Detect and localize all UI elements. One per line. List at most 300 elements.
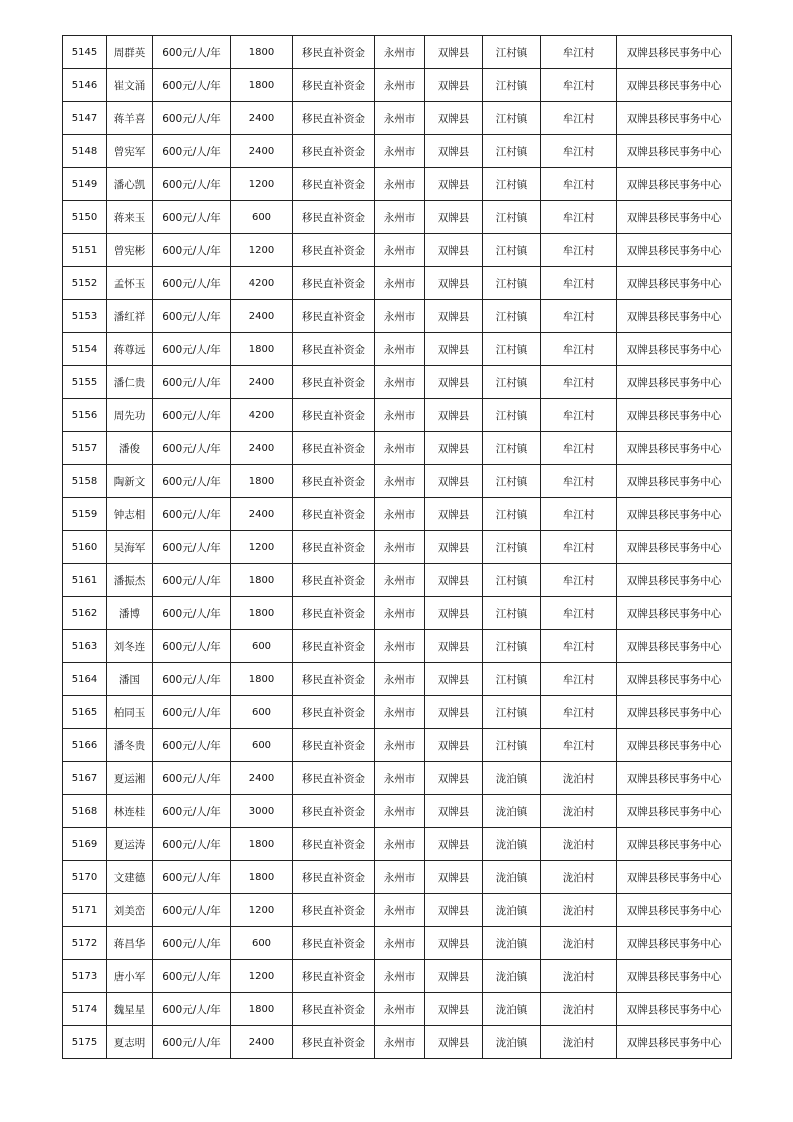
town-cell: 江村镇 bbox=[483, 432, 541, 465]
id-cell: 5147 bbox=[63, 102, 107, 135]
county-cell: 双牌县 bbox=[425, 69, 483, 102]
standard-cell: 600元/人/年 bbox=[153, 696, 231, 729]
standard-cell: 600元/人/年 bbox=[153, 300, 231, 333]
standard-cell: 600元/人/年 bbox=[153, 234, 231, 267]
table-row bbox=[63, 630, 732, 663]
county-cell: 双牌县 bbox=[425, 135, 483, 168]
amount-cell: 2400 bbox=[231, 1026, 293, 1059]
agency-cell: 双牌县移民事务中心 bbox=[617, 102, 732, 135]
standard-cell: 600元/人/年 bbox=[153, 795, 231, 828]
town-cell: 江村镇 bbox=[483, 465, 541, 498]
name-cell: 柏同玉 bbox=[107, 696, 153, 729]
city-cell: 永州市 bbox=[375, 432, 425, 465]
name-cell: 潘俊 bbox=[107, 432, 153, 465]
amount-cell: 2400 bbox=[231, 366, 293, 399]
table-row bbox=[63, 894, 732, 927]
fund-type-cell: 移民直补资金 bbox=[293, 69, 375, 102]
table-body bbox=[63, 36, 732, 1059]
village-cell: 牟江村 bbox=[541, 135, 617, 168]
standard-cell: 600元/人/年 bbox=[153, 333, 231, 366]
agency-cell: 双牌县移民事务中心 bbox=[617, 927, 732, 960]
agency-cell: 双牌县移民事务中心 bbox=[617, 993, 732, 1026]
standard-cell: 600元/人/年 bbox=[153, 399, 231, 432]
id-cell: 5167 bbox=[63, 762, 107, 795]
name-cell: 唐小军 bbox=[107, 960, 153, 993]
amount-cell: 2400 bbox=[231, 135, 293, 168]
name-cell: 曾宪军 bbox=[107, 135, 153, 168]
county-cell: 双牌县 bbox=[425, 168, 483, 201]
fund-type-cell: 移民直补资金 bbox=[293, 102, 375, 135]
town-cell: 江村镇 bbox=[483, 663, 541, 696]
table-row bbox=[63, 927, 732, 960]
agency-cell: 双牌县移民事务中心 bbox=[617, 69, 732, 102]
village-cell: 牟江村 bbox=[541, 399, 617, 432]
town-cell: 江村镇 bbox=[483, 201, 541, 234]
table-row bbox=[63, 201, 732, 234]
table-row bbox=[63, 69, 732, 102]
name-cell: 蒋来玉 bbox=[107, 201, 153, 234]
town-cell: 江村镇 bbox=[483, 168, 541, 201]
village-cell: 牟江村 bbox=[541, 333, 617, 366]
agency-cell: 双牌县移民事务中心 bbox=[617, 36, 732, 69]
table-row bbox=[63, 828, 732, 861]
amount-cell: 1800 bbox=[231, 333, 293, 366]
city-cell: 永州市 bbox=[375, 762, 425, 795]
town-cell: 江村镇 bbox=[483, 69, 541, 102]
name-cell: 潘红祥 bbox=[107, 300, 153, 333]
name-cell: 文建德 bbox=[107, 861, 153, 894]
fund-type-cell: 移民直补资金 bbox=[293, 762, 375, 795]
city-cell: 永州市 bbox=[375, 36, 425, 69]
city-cell: 永州市 bbox=[375, 168, 425, 201]
amount-cell: 1200 bbox=[231, 960, 293, 993]
name-cell: 陶新文 bbox=[107, 465, 153, 498]
agency-cell: 双牌县移民事务中心 bbox=[617, 267, 732, 300]
table-row bbox=[63, 597, 732, 630]
village-cell: 牟江村 bbox=[541, 432, 617, 465]
town-cell: 江村镇 bbox=[483, 36, 541, 69]
table-row bbox=[63, 564, 732, 597]
agency-cell: 双牌县移民事务中心 bbox=[617, 894, 732, 927]
agency-cell: 双牌县移民事务中心 bbox=[617, 960, 732, 993]
county-cell: 双牌县 bbox=[425, 795, 483, 828]
amount-cell: 1800 bbox=[231, 597, 293, 630]
standard-cell: 600元/人/年 bbox=[153, 201, 231, 234]
county-cell: 双牌县 bbox=[425, 927, 483, 960]
table-row bbox=[63, 102, 732, 135]
standard-cell: 600元/人/年 bbox=[153, 498, 231, 531]
amount-cell: 1800 bbox=[231, 828, 293, 861]
city-cell: 永州市 bbox=[375, 927, 425, 960]
id-cell: 5156 bbox=[63, 399, 107, 432]
name-cell: 蒋昌华 bbox=[107, 927, 153, 960]
name-cell: 蒋尊远 bbox=[107, 333, 153, 366]
village-cell: 泷泊村 bbox=[541, 1026, 617, 1059]
county-cell: 双牌县 bbox=[425, 960, 483, 993]
agency-cell: 双牌县移民事务中心 bbox=[617, 168, 732, 201]
standard-cell: 600元/人/年 bbox=[153, 861, 231, 894]
village-cell: 牟江村 bbox=[541, 366, 617, 399]
table-row bbox=[63, 960, 732, 993]
id-cell: 5169 bbox=[63, 828, 107, 861]
fund-type-cell: 移民直补资金 bbox=[293, 465, 375, 498]
fund-type-cell: 移民直补资金 bbox=[293, 201, 375, 234]
id-cell: 5152 bbox=[63, 267, 107, 300]
agency-cell: 双牌县移民事务中心 bbox=[617, 366, 732, 399]
fund-type-cell: 移民直补资金 bbox=[293, 531, 375, 564]
city-cell: 永州市 bbox=[375, 300, 425, 333]
amount-cell: 2400 bbox=[231, 762, 293, 795]
standard-cell: 600元/人/年 bbox=[153, 1026, 231, 1059]
county-cell: 双牌县 bbox=[425, 102, 483, 135]
agency-cell: 双牌县移民事务中心 bbox=[617, 465, 732, 498]
id-cell: 5158 bbox=[63, 465, 107, 498]
amount-cell: 600 bbox=[231, 927, 293, 960]
town-cell: 泷泊镇 bbox=[483, 861, 541, 894]
town-cell: 泷泊镇 bbox=[483, 993, 541, 1026]
village-cell: 牟江村 bbox=[541, 498, 617, 531]
agency-cell: 双牌县移民事务中心 bbox=[617, 234, 732, 267]
county-cell: 双牌县 bbox=[425, 333, 483, 366]
agency-cell: 双牌县移民事务中心 bbox=[617, 300, 732, 333]
amount-cell: 600 bbox=[231, 729, 293, 762]
fund-type-cell: 移民直补资金 bbox=[293, 432, 375, 465]
village-cell: 牟江村 bbox=[541, 168, 617, 201]
name-cell: 周先功 bbox=[107, 399, 153, 432]
id-cell: 5173 bbox=[63, 960, 107, 993]
name-cell: 周群英 bbox=[107, 36, 153, 69]
village-cell: 泷泊村 bbox=[541, 993, 617, 1026]
standard-cell: 600元/人/年 bbox=[153, 762, 231, 795]
town-cell: 江村镇 bbox=[483, 135, 541, 168]
agency-cell: 双牌县移民事务中心 bbox=[617, 729, 732, 762]
village-cell: 牟江村 bbox=[541, 564, 617, 597]
town-cell: 泷泊镇 bbox=[483, 894, 541, 927]
county-cell: 双牌县 bbox=[425, 564, 483, 597]
city-cell: 永州市 bbox=[375, 102, 425, 135]
table-row bbox=[63, 795, 732, 828]
standard-cell: 600元/人/年 bbox=[153, 69, 231, 102]
city-cell: 永州市 bbox=[375, 597, 425, 630]
id-cell: 5157 bbox=[63, 432, 107, 465]
city-cell: 永州市 bbox=[375, 465, 425, 498]
fund-type-cell: 移民直补资金 bbox=[293, 993, 375, 1026]
fund-type-cell: 移民直补资金 bbox=[293, 795, 375, 828]
amount-cell: 4200 bbox=[231, 399, 293, 432]
town-cell: 泷泊镇 bbox=[483, 1026, 541, 1059]
amount-cell: 1800 bbox=[231, 663, 293, 696]
county-cell: 双牌县 bbox=[425, 597, 483, 630]
city-cell: 永州市 bbox=[375, 366, 425, 399]
town-cell: 江村镇 bbox=[483, 696, 541, 729]
table-row bbox=[63, 729, 732, 762]
village-cell: 牟江村 bbox=[541, 663, 617, 696]
table-row bbox=[63, 762, 732, 795]
town-cell: 泷泊镇 bbox=[483, 795, 541, 828]
city-cell: 永州市 bbox=[375, 1026, 425, 1059]
standard-cell: 600元/人/年 bbox=[153, 894, 231, 927]
name-cell: 夏运湘 bbox=[107, 762, 153, 795]
standard-cell: 600元/人/年 bbox=[153, 960, 231, 993]
id-cell: 5163 bbox=[63, 630, 107, 663]
town-cell: 江村镇 bbox=[483, 267, 541, 300]
village-cell: 泷泊村 bbox=[541, 894, 617, 927]
table-row bbox=[63, 498, 732, 531]
fund-type-cell: 移民直补资金 bbox=[293, 135, 375, 168]
city-cell: 永州市 bbox=[375, 960, 425, 993]
county-cell: 双牌县 bbox=[425, 729, 483, 762]
name-cell: 潘心凯 bbox=[107, 168, 153, 201]
name-cell: 刘美峦 bbox=[107, 894, 153, 927]
fund-type-cell: 移民直补资金 bbox=[293, 729, 375, 762]
id-cell: 5151 bbox=[63, 234, 107, 267]
county-cell: 双牌县 bbox=[425, 894, 483, 927]
id-cell: 5146 bbox=[63, 69, 107, 102]
id-cell: 5149 bbox=[63, 168, 107, 201]
id-cell: 5148 bbox=[63, 135, 107, 168]
name-cell: 崔文涌 bbox=[107, 69, 153, 102]
amount-cell: 1800 bbox=[231, 36, 293, 69]
name-cell: 蒋羊喜 bbox=[107, 102, 153, 135]
city-cell: 永州市 bbox=[375, 234, 425, 267]
name-cell: 刘冬连 bbox=[107, 630, 153, 663]
city-cell: 永州市 bbox=[375, 498, 425, 531]
city-cell: 永州市 bbox=[375, 201, 425, 234]
table-row bbox=[63, 465, 732, 498]
name-cell: 潘仁贵 bbox=[107, 366, 153, 399]
village-cell: 牟江村 bbox=[541, 234, 617, 267]
county-cell: 双牌县 bbox=[425, 663, 483, 696]
id-cell: 5174 bbox=[63, 993, 107, 1026]
standard-cell: 600元/人/年 bbox=[153, 135, 231, 168]
standard-cell: 600元/人/年 bbox=[153, 465, 231, 498]
city-cell: 永州市 bbox=[375, 135, 425, 168]
amount-cell: 600 bbox=[231, 696, 293, 729]
id-cell: 5154 bbox=[63, 333, 107, 366]
village-cell: 泷泊村 bbox=[541, 795, 617, 828]
table-row bbox=[63, 234, 732, 267]
fund-type-cell: 移民直补资金 bbox=[293, 828, 375, 861]
standard-cell: 600元/人/年 bbox=[153, 531, 231, 564]
table-row bbox=[63, 135, 732, 168]
county-cell: 双牌县 bbox=[425, 465, 483, 498]
agency-cell: 双牌县移民事务中心 bbox=[617, 795, 732, 828]
table-row bbox=[63, 993, 732, 1026]
amount-cell: 1800 bbox=[231, 465, 293, 498]
amount-cell: 600 bbox=[231, 630, 293, 663]
fund-type-cell: 移民直补资金 bbox=[293, 498, 375, 531]
id-cell: 5171 bbox=[63, 894, 107, 927]
city-cell: 永州市 bbox=[375, 69, 425, 102]
fund-type-cell: 移民直补资金 bbox=[293, 894, 375, 927]
city-cell: 永州市 bbox=[375, 531, 425, 564]
agency-cell: 双牌县移民事务中心 bbox=[617, 564, 732, 597]
county-cell: 双牌县 bbox=[425, 267, 483, 300]
county-cell: 双牌县 bbox=[425, 828, 483, 861]
standard-cell: 600元/人/年 bbox=[153, 663, 231, 696]
city-cell: 永州市 bbox=[375, 267, 425, 300]
amount-cell: 1800 bbox=[231, 993, 293, 1026]
standard-cell: 600元/人/年 bbox=[153, 597, 231, 630]
town-cell: 江村镇 bbox=[483, 630, 541, 663]
agency-cell: 双牌县移民事务中心 bbox=[617, 597, 732, 630]
id-cell: 5165 bbox=[63, 696, 107, 729]
amount-cell: 600 bbox=[231, 201, 293, 234]
city-cell: 永州市 bbox=[375, 399, 425, 432]
amount-cell: 1200 bbox=[231, 168, 293, 201]
village-cell: 牟江村 bbox=[541, 531, 617, 564]
table-row bbox=[63, 432, 732, 465]
fund-type-cell: 移民直补资金 bbox=[293, 663, 375, 696]
city-cell: 永州市 bbox=[375, 333, 425, 366]
fund-type-cell: 移民直补资金 bbox=[293, 1026, 375, 1059]
agency-cell: 双牌县移民事务中心 bbox=[617, 399, 732, 432]
agency-cell: 双牌县移民事务中心 bbox=[617, 1026, 732, 1059]
name-cell: 曾宪彬 bbox=[107, 234, 153, 267]
amount-cell: 1200 bbox=[231, 894, 293, 927]
table-row bbox=[63, 366, 732, 399]
town-cell: 江村镇 bbox=[483, 597, 541, 630]
fund-type-cell: 移民直补资金 bbox=[293, 927, 375, 960]
amount-cell: 2400 bbox=[231, 300, 293, 333]
fund-type-cell: 移民直补资金 bbox=[293, 36, 375, 69]
name-cell: 潘振杰 bbox=[107, 564, 153, 597]
standard-cell: 600元/人/年 bbox=[153, 828, 231, 861]
fund-type-cell: 移民直补资金 bbox=[293, 300, 375, 333]
town-cell: 江村镇 bbox=[483, 366, 541, 399]
id-cell: 5164 bbox=[63, 663, 107, 696]
id-cell: 5159 bbox=[63, 498, 107, 531]
county-cell: 双牌县 bbox=[425, 399, 483, 432]
town-cell: 江村镇 bbox=[483, 564, 541, 597]
table-row bbox=[63, 168, 732, 201]
id-cell: 5161 bbox=[63, 564, 107, 597]
village-cell: 牟江村 bbox=[541, 267, 617, 300]
city-cell: 永州市 bbox=[375, 861, 425, 894]
standard-cell: 600元/人/年 bbox=[153, 564, 231, 597]
county-cell: 双牌县 bbox=[425, 630, 483, 663]
standard-cell: 600元/人/年 bbox=[153, 630, 231, 663]
name-cell: 钟志相 bbox=[107, 498, 153, 531]
county-cell: 双牌县 bbox=[425, 201, 483, 234]
name-cell: 林连桂 bbox=[107, 795, 153, 828]
agency-cell: 双牌县移民事务中心 bbox=[617, 333, 732, 366]
fund-type-cell: 移民直补资金 bbox=[293, 168, 375, 201]
agency-cell: 双牌县移民事务中心 bbox=[617, 630, 732, 663]
county-cell: 双牌县 bbox=[425, 993, 483, 1026]
town-cell: 江村镇 bbox=[483, 102, 541, 135]
name-cell: 夏志明 bbox=[107, 1026, 153, 1059]
table-row bbox=[63, 399, 732, 432]
county-cell: 双牌县 bbox=[425, 300, 483, 333]
agency-cell: 双牌县移民事务中心 bbox=[617, 828, 732, 861]
name-cell: 潘冬贵 bbox=[107, 729, 153, 762]
agency-cell: 双牌县移民事务中心 bbox=[617, 432, 732, 465]
city-cell: 永州市 bbox=[375, 795, 425, 828]
agency-cell: 双牌县移民事务中心 bbox=[617, 498, 732, 531]
id-cell: 5162 bbox=[63, 597, 107, 630]
id-cell: 5170 bbox=[63, 861, 107, 894]
fund-type-cell: 移民直补资金 bbox=[293, 333, 375, 366]
name-cell: 潘博 bbox=[107, 597, 153, 630]
county-cell: 双牌县 bbox=[425, 696, 483, 729]
village-cell: 泷泊村 bbox=[541, 762, 617, 795]
fund-type-cell: 移民直补资金 bbox=[293, 696, 375, 729]
city-cell: 永州市 bbox=[375, 894, 425, 927]
table-row bbox=[63, 696, 732, 729]
amount-cell: 2400 bbox=[231, 498, 293, 531]
standard-cell: 600元/人/年 bbox=[153, 267, 231, 300]
city-cell: 永州市 bbox=[375, 630, 425, 663]
table-row bbox=[63, 663, 732, 696]
standard-cell: 600元/人/年 bbox=[153, 168, 231, 201]
name-cell: 魏星星 bbox=[107, 993, 153, 1026]
agency-cell: 双牌县移民事务中心 bbox=[617, 762, 732, 795]
id-cell: 5166 bbox=[63, 729, 107, 762]
agency-cell: 双牌县移民事务中心 bbox=[617, 531, 732, 564]
id-cell: 5155 bbox=[63, 366, 107, 399]
city-cell: 永州市 bbox=[375, 729, 425, 762]
name-cell: 夏运涛 bbox=[107, 828, 153, 861]
table-row bbox=[63, 333, 732, 366]
town-cell: 江村镇 bbox=[483, 300, 541, 333]
town-cell: 江村镇 bbox=[483, 729, 541, 762]
village-cell: 牟江村 bbox=[541, 729, 617, 762]
county-cell: 双牌县 bbox=[425, 531, 483, 564]
table-row bbox=[63, 267, 732, 300]
village-cell: 牟江村 bbox=[541, 630, 617, 663]
amount-cell: 1800 bbox=[231, 69, 293, 102]
city-cell: 永州市 bbox=[375, 993, 425, 1026]
town-cell: 江村镇 bbox=[483, 333, 541, 366]
fund-type-cell: 移民直补资金 bbox=[293, 597, 375, 630]
table-row bbox=[63, 1026, 732, 1059]
town-cell: 江村镇 bbox=[483, 399, 541, 432]
amount-cell: 1200 bbox=[231, 531, 293, 564]
village-cell: 牟江村 bbox=[541, 465, 617, 498]
agency-cell: 双牌县移民事务中心 bbox=[617, 696, 732, 729]
name-cell: 潘国 bbox=[107, 663, 153, 696]
fund-type-cell: 移民直补资金 bbox=[293, 564, 375, 597]
town-cell: 江村镇 bbox=[483, 531, 541, 564]
fund-type-cell: 移民直补资金 bbox=[293, 630, 375, 663]
standard-cell: 600元/人/年 bbox=[153, 432, 231, 465]
town-cell: 泷泊镇 bbox=[483, 927, 541, 960]
id-cell: 5160 bbox=[63, 531, 107, 564]
fund-type-cell: 移民直补资金 bbox=[293, 234, 375, 267]
name-cell: 吴海军 bbox=[107, 531, 153, 564]
village-cell: 牟江村 bbox=[541, 201, 617, 234]
county-cell: 双牌县 bbox=[425, 861, 483, 894]
village-cell: 泷泊村 bbox=[541, 960, 617, 993]
table-row bbox=[63, 861, 732, 894]
id-cell: 5175 bbox=[63, 1026, 107, 1059]
village-cell: 泷泊村 bbox=[541, 828, 617, 861]
town-cell: 江村镇 bbox=[483, 234, 541, 267]
fund-type-cell: 移民直补资金 bbox=[293, 861, 375, 894]
city-cell: 永州市 bbox=[375, 663, 425, 696]
agency-cell: 双牌县移民事务中心 bbox=[617, 201, 732, 234]
county-cell: 双牌县 bbox=[425, 498, 483, 531]
standard-cell: 600元/人/年 bbox=[153, 927, 231, 960]
amount-cell: 2400 bbox=[231, 432, 293, 465]
village-cell: 牟江村 bbox=[541, 696, 617, 729]
amount-cell: 2400 bbox=[231, 102, 293, 135]
fund-type-cell: 移民直补资金 bbox=[293, 399, 375, 432]
town-cell: 泷泊镇 bbox=[483, 960, 541, 993]
subsidy-table bbox=[62, 35, 732, 1059]
amount-cell: 4200 bbox=[231, 267, 293, 300]
